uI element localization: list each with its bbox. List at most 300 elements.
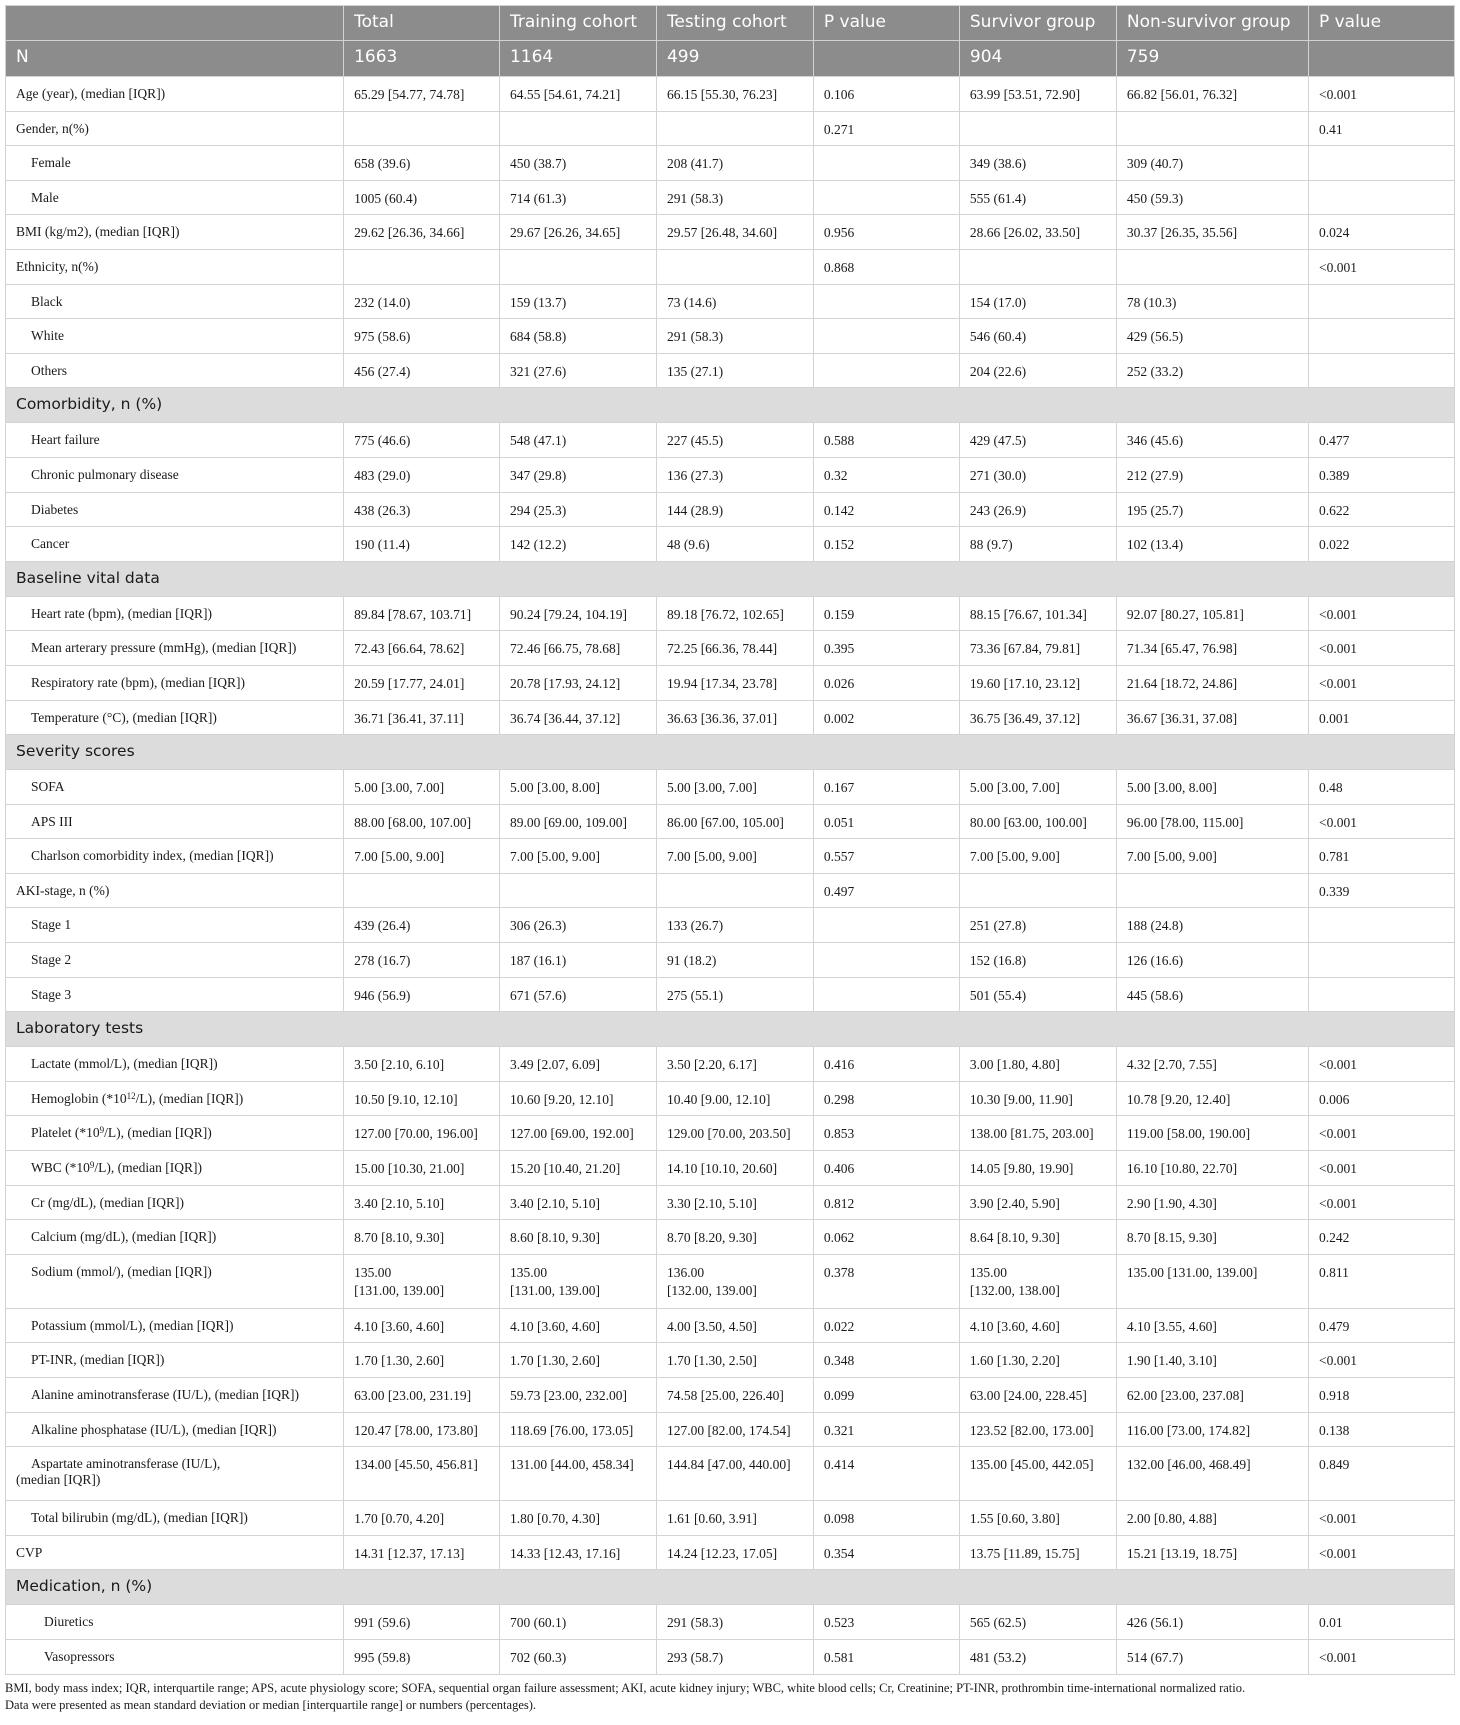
table-cell: 74.58 [25.00, 226.40]: [656, 1378, 813, 1413]
table-row: [6, 1081, 1455, 1116]
row-label: [6, 908, 344, 943]
row-label-text: Platelet (*10: [31, 1125, 100, 1141]
row-label: [6, 1116, 344, 1151]
section-header: Laboratory tests: [6, 1012, 1455, 1047]
table-cell: 7.00 [5.00, 9.00]: [344, 839, 500, 874]
table-cell: 0.853: [813, 1116, 959, 1151]
table-cell: 14.33 [12.43, 17.16]: [499, 1535, 656, 1570]
row-label: [6, 873, 344, 908]
table-cell: 714 (61.3): [499, 180, 656, 215]
table-cell: 0.389: [1308, 457, 1454, 492]
table-cell: 946 (56.9): [344, 977, 500, 1012]
table-cell: 89.00 [69.00, 109.00]: [499, 804, 656, 839]
column-header: Testing cohort: [656, 6, 813, 41]
row-label-text: PT-INR, (median [IQR]): [31, 1352, 165, 1368]
table-cell: 36.74 [36.44, 37.12]: [499, 700, 656, 735]
table-cell: 36.71 [36.41, 37.11]: [344, 700, 500, 735]
row-label: [6, 1047, 344, 1082]
table-cell: 20.78 [17.93, 24.12]: [499, 665, 656, 700]
table-cell: 72.43 [66.64, 78.62]: [344, 631, 500, 666]
row-label: [6, 527, 344, 562]
section-header: Severity scores: [6, 735, 1455, 770]
table-cell: 0.099: [813, 1378, 959, 1413]
table-cell: 3.30 [2.10, 5.10]: [656, 1185, 813, 1220]
n-row: [6, 41, 1455, 77]
table-cell: [656, 249, 813, 284]
table-cell: 975 (58.6): [344, 319, 500, 354]
table-cell: 426 (56.1): [1116, 1605, 1308, 1640]
row-label: [6, 77, 344, 112]
table-row: [6, 1639, 1455, 1674]
table-cell: <0.001: [1308, 1047, 1454, 1082]
table-cell: [1308, 319, 1454, 354]
table-cell: 131.00 [44.00, 458.34]: [499, 1447, 656, 1501]
table-cell: 208 (41.7): [656, 146, 813, 181]
table-cell: 138.00 [81.75, 203.00]: [959, 1116, 1116, 1151]
n-row-label: N: [6, 41, 344, 77]
row-label: [6, 1378, 344, 1413]
table-row: [6, 908, 1455, 943]
table-cell: 195 (25.7): [1116, 492, 1308, 527]
row-label-text: Chronic pulmonary disease: [31, 466, 179, 482]
table-row: [6, 1447, 1455, 1501]
table-cell: [1116, 249, 1308, 284]
row-label: [6, 1605, 344, 1640]
row-label-tail: /L), (median [IQR]): [104, 1125, 212, 1141]
table-cell: 118.69 [76.00, 173.05]: [499, 1412, 656, 1447]
table-cell: 546 (60.4): [959, 319, 1116, 354]
table-cell: 13.75 [11.89, 15.75]: [959, 1535, 1116, 1570]
table-cell: 0.378: [813, 1254, 959, 1308]
table-cell: <0.001: [1308, 249, 1454, 284]
table-cell: 65.29 [54.77, 74.78]: [344, 77, 500, 112]
table-cell: 89.84 [78.67, 103.71]: [344, 596, 500, 631]
table-cell: 291 (58.3): [656, 180, 813, 215]
table-cell: [813, 353, 959, 388]
table-cell: 3.40 [2.10, 5.10]: [499, 1185, 656, 1220]
table-cell: 15.20 [10.40, 21.20]: [499, 1151, 656, 1186]
table-cell: 10.78 [9.20, 12.40]: [1116, 1081, 1308, 1116]
table-cell: 152 (16.8): [959, 943, 1116, 978]
row-label: [6, 1185, 344, 1220]
table-cell: 548 (47.1): [499, 423, 656, 458]
table-cell: 0.477: [1308, 423, 1454, 458]
table-cell: 20.59 [17.77, 24.01]: [344, 665, 500, 700]
row-label: [6, 943, 344, 978]
table-row: [6, 1185, 1455, 1220]
table-cell: 86.00 [67.00, 105.00]: [656, 804, 813, 839]
table-cell: 0.002: [813, 700, 959, 735]
table-cell: 73.36 [67.84, 79.81]: [959, 631, 1116, 666]
table-cell: 133 (26.7): [656, 908, 813, 943]
table-cell: 66.82 [56.01, 76.32]: [1116, 77, 1308, 112]
table-cell: 456 (27.4): [344, 353, 500, 388]
table-cell: 102 (13.4): [1116, 527, 1308, 562]
row-label: [6, 839, 344, 874]
row-label: [6, 111, 344, 146]
table-cell: 19.94 [17.34, 23.78]: [656, 665, 813, 700]
table-cell: 0.588: [813, 423, 959, 458]
row-label-text: WBC (*10: [31, 1160, 90, 1176]
table-cell: <0.001: [1308, 1343, 1454, 1378]
row-label-text: Male: [31, 189, 59, 205]
table-cell: 0.159: [813, 596, 959, 631]
table-cell: 10.40 [9.00, 12.10]: [656, 1081, 813, 1116]
table-cell: 63.00 [23.00, 231.19]: [344, 1378, 500, 1413]
row-label: [6, 631, 344, 666]
table-cell: [1308, 180, 1454, 215]
table-cell: [813, 146, 959, 181]
row-label-text: Potassium (mmol/L), (median [IQR]): [31, 1317, 234, 1333]
table-cell: 271 (30.0): [959, 457, 1116, 492]
table-cell: 0.849: [1308, 1447, 1454, 1501]
table-row: [6, 770, 1455, 805]
table-row: [6, 804, 1455, 839]
table-cell: 135 (27.1): [656, 353, 813, 388]
table-cell: 278 (16.7): [344, 943, 500, 978]
table-cell: <0.001: [1308, 1535, 1454, 1570]
table-cell: 212 (27.9): [1116, 457, 1308, 492]
table-cell: 204 (22.6): [959, 353, 1116, 388]
row-label: [6, 665, 344, 700]
table-cell: 0.41: [1308, 111, 1454, 146]
table-cell: 19.60 [17.10, 23.12]: [959, 665, 1116, 700]
n-row-value: 1164: [499, 41, 656, 77]
table-cell: [813, 319, 959, 354]
section-header-row: [6, 1570, 1455, 1605]
table-cell: 1.90 [1.40, 3.10]: [1116, 1343, 1308, 1378]
table-row: [6, 457, 1455, 492]
table-row: [6, 977, 1455, 1012]
table-cell: 0.098: [813, 1501, 959, 1536]
row-label-text: Stage 2: [31, 952, 72, 968]
table-row: [6, 596, 1455, 631]
table-cell: 0.868: [813, 249, 959, 284]
table-cell: 5.00 [3.00, 7.00]: [344, 770, 500, 805]
row-label-text: Gender, n(%): [16, 120, 89, 136]
table-cell: 555 (61.4): [959, 180, 1116, 215]
table-row: [6, 1151, 1455, 1186]
table-cell: 132.00 [46.00, 468.49]: [1116, 1447, 1308, 1501]
table-cell: 321 (27.6): [499, 353, 656, 388]
table-cell: 995 (59.8): [344, 1639, 500, 1674]
table-cell: 1.70 [1.30, 2.60]: [499, 1343, 656, 1378]
table-cell: 0.298: [813, 1081, 959, 1116]
column-header: P value: [1308, 6, 1454, 41]
row-label: [6, 284, 344, 319]
table-cell: 0.022: [813, 1308, 959, 1343]
table-cell: <0.001: [1308, 631, 1454, 666]
row-label-text: White: [31, 328, 64, 344]
table-cell: 702 (60.3): [499, 1639, 656, 1674]
row-label: [6, 596, 344, 631]
row-label: [6, 353, 344, 388]
table-cell: 127.00 [70.00, 196.00]: [344, 1116, 500, 1151]
table-cell: 14.24 [12.23, 17.05]: [656, 1535, 813, 1570]
row-label: [6, 492, 344, 527]
row-label: [6, 977, 344, 1012]
n-row-value: 759: [1116, 41, 1308, 77]
table-cell: 700 (60.1): [499, 1605, 656, 1640]
table-cell: [344, 111, 500, 146]
table-cell: [959, 111, 1116, 146]
row-label-text: Vasopressors: [44, 1648, 115, 1664]
table-cell: [499, 249, 656, 284]
table-cell: [1116, 111, 1308, 146]
table-cell: 142 (12.2): [499, 527, 656, 562]
table-cell: 72.46 [66.75, 78.68]: [499, 631, 656, 666]
row-label: [6, 249, 344, 284]
row-label-text: Total bilirubin (mg/dL), (median [IQR]): [31, 1510, 248, 1526]
table-row: [6, 1343, 1455, 1378]
table-row: [6, 1308, 1455, 1343]
n-row-value: [1308, 41, 1454, 77]
table-cell: 90.24 [79.24, 104.19]: [499, 596, 656, 631]
table-cell: 0.497: [813, 873, 959, 908]
table-cell: 159 (13.7): [499, 284, 656, 319]
table-cell: <0.001: [1308, 596, 1454, 631]
table-cell: 116.00 [73.00, 174.82]: [1116, 1412, 1308, 1447]
row-label-text: Cancer: [31, 536, 70, 552]
row-label-text: Sodium (mmol/), (median [IQR]): [31, 1263, 212, 1279]
table-cell: 4.10 [3.60, 4.60]: [499, 1308, 656, 1343]
table-cell: 5.00 [3.00, 8.00]: [1116, 770, 1308, 805]
column-header: Non-survivor group: [1116, 6, 1308, 41]
table-cell: 4.10 [3.60, 4.60]: [344, 1308, 500, 1343]
n-row-value: 904: [959, 41, 1116, 77]
row-label-text: Calcium (mg/dL), (median [IQR]): [31, 1229, 217, 1245]
table-cell: 565 (62.5): [959, 1605, 1116, 1640]
row-label-text: Alkaline phosphatase (IU/L), (median [IQR]): [31, 1421, 277, 1437]
table-cell: 1.61 [0.60, 3.91]: [656, 1501, 813, 1536]
table-row: [6, 527, 1455, 562]
table-cell: 0.062: [813, 1220, 959, 1255]
row-label-text: AKI-stage, n (%): [16, 882, 110, 898]
section-header-row: [6, 735, 1455, 770]
row-label: [6, 1220, 344, 1255]
n-row-value: [813, 41, 959, 77]
table-cell: 127.00 [82.00, 174.54]: [656, 1412, 813, 1447]
table-cell: 0.622: [1308, 492, 1454, 527]
table-cell: 8.64 [8.10, 9.30]: [959, 1220, 1116, 1255]
table-cell: 96.00 [78.00, 115.00]: [1116, 804, 1308, 839]
table-cell: 4.10 [3.55, 4.60]: [1116, 1308, 1308, 1343]
table-cell: 10.60 [9.20, 12.10]: [499, 1081, 656, 1116]
table-row: [6, 353, 1455, 388]
column-header: Total: [344, 6, 500, 41]
table-cell: <0.001: [1308, 804, 1454, 839]
table-cell: 0.271: [813, 111, 959, 146]
row-label-text: CVP: [16, 1544, 43, 1560]
table-cell: 0.581: [813, 1639, 959, 1674]
row-label: [6, 700, 344, 735]
table-cell: 347 (29.8): [499, 457, 656, 492]
table-cell: 2.00 [0.80, 4.88]: [1116, 1501, 1308, 1536]
n-row-value: 499: [656, 41, 813, 77]
table-cell: 92.07 [80.27, 105.81]: [1116, 596, 1308, 631]
row-label: [6, 1343, 344, 1378]
table-cell: [344, 249, 500, 284]
table-cell: 5.00 [3.00, 7.00]: [656, 770, 813, 805]
table-cell: 71.34 [65.47, 76.98]: [1116, 631, 1308, 666]
table-cell: 3.50 [2.20, 6.17]: [656, 1047, 813, 1082]
row-label-text: Ethnicity, n(%): [16, 258, 99, 274]
table-cell: 28.66 [26.02, 33.50]: [959, 215, 1116, 250]
table-cell: 10.50 [9.10, 12.10]: [344, 1081, 500, 1116]
section-header: Comorbidity, n (%): [6, 388, 1455, 423]
table-cell: 8.60 [8.10, 9.30]: [499, 1220, 656, 1255]
section-header: Baseline vital data: [6, 561, 1455, 596]
row-label-line2: (median [IQR]): [16, 1472, 101, 1488]
table-cell: 62.00 [23.00, 237.08]: [1116, 1378, 1308, 1413]
table-cell: 0.022: [1308, 527, 1454, 562]
table-cell: 29.57 [26.48, 34.60]: [656, 215, 813, 250]
table-cell: 59.73 [23.00, 232.00]: [499, 1378, 656, 1413]
table-cell: 144.84 [47.00, 440.00]: [656, 1447, 813, 1501]
table-cell: 0.339: [1308, 873, 1454, 908]
table-cell: 21.64 [18.72, 24.86]: [1116, 665, 1308, 700]
row-label: [6, 1151, 344, 1186]
table-cell: 134.00 [45.50, 456.81]: [344, 1447, 500, 1501]
table-cell: 14.05 [9.80, 19.90]: [959, 1151, 1116, 1186]
table-cell: 119.00 [58.00, 190.00]: [1116, 1116, 1308, 1151]
table-cell: 88.15 [76.67, 101.34]: [959, 596, 1116, 631]
table-cell: <0.001: [1308, 77, 1454, 112]
table-row: [6, 215, 1455, 250]
table-cell: 0.321: [813, 1412, 959, 1447]
table-row: [6, 1535, 1455, 1570]
row-label-text: Female: [31, 155, 71, 171]
table-cell: 8.70 [8.20, 9.30]: [656, 1220, 813, 1255]
table-row: [6, 873, 1455, 908]
table-cell: 2.90 [1.90, 4.30]: [1116, 1185, 1308, 1220]
table-cell: 10.30 [9.00, 11.90]: [959, 1081, 1116, 1116]
table-cell: 72.25 [66.36, 78.44]: [656, 631, 813, 666]
row-label-text: Heart failure: [31, 432, 100, 448]
table-cell: 15.21 [13.19, 18.75]: [1116, 1535, 1308, 1570]
table-cell: 135.00 [131.00, 139.00]: [1116, 1254, 1308, 1308]
table-cell: 349 (38.6): [959, 146, 1116, 181]
table-row: [6, 700, 1455, 735]
table-cell: [656, 111, 813, 146]
table-cell: 438 (26.3): [344, 492, 500, 527]
table-cell: 7.00 [5.00, 9.00]: [1116, 839, 1308, 874]
table-row: [6, 77, 1455, 112]
table-cell: 0.781: [1308, 839, 1454, 874]
row-label: [6, 1308, 344, 1343]
table-cell: 135.00 [131.00, 139.00]: [344, 1254, 500, 1308]
table-cell: 190 (11.4): [344, 527, 500, 562]
table-cell: 445 (58.6): [1116, 977, 1308, 1012]
table-cell: [1308, 977, 1454, 1012]
row-label-text: Black: [31, 293, 63, 309]
table-cell: 126 (16.6): [1116, 943, 1308, 978]
row-label-text: Hemoglobin (*10: [31, 1090, 127, 1106]
table-cell: 294 (25.3): [499, 492, 656, 527]
row-label: [6, 1535, 344, 1570]
table-cell: 0.956: [813, 215, 959, 250]
table-cell: 991 (59.6): [344, 1605, 500, 1640]
table-cell: 0.242: [1308, 1220, 1454, 1255]
table-row: [6, 1254, 1455, 1308]
table-cell: 8.70 [8.10, 9.30]: [344, 1220, 500, 1255]
table-cell: [1116, 873, 1308, 908]
table-cell: [1308, 353, 1454, 388]
table-row: [6, 631, 1455, 666]
row-label-text: Lactate (mmol/L), (median [IQR]): [31, 1056, 218, 1072]
row-label: [6, 1254, 344, 1308]
table-cell: 73 (14.6): [656, 284, 813, 319]
table-cell: 88 (9.7): [959, 527, 1116, 562]
table-cell: 658 (39.6): [344, 146, 500, 181]
row-label-text: Alanine aminotransferase (IU/L), (median [IQR]): [31, 1387, 300, 1402]
table-cell: 291 (58.3): [656, 319, 813, 354]
row-label-text: Diuretics: [44, 1614, 94, 1630]
table-row: [6, 249, 1455, 284]
table-cell: 0.001: [1308, 700, 1454, 735]
table-cell: 0.48: [1308, 770, 1454, 805]
table-cell: 135.00 [45.00, 442.05]: [959, 1447, 1116, 1501]
table-cell: 0.138: [1308, 1412, 1454, 1447]
baseline-characteristics-table-wrapper: [5, 5, 1455, 1675]
baseline-characteristics-table: [5, 5, 1455, 1675]
table-cell: 3.50 [2.10, 6.10]: [344, 1047, 500, 1082]
row-label-text: Stage 3: [31, 986, 72, 1002]
table-cell: 4.10 [3.60, 4.60]: [959, 1308, 1116, 1343]
table-row: [6, 1047, 1455, 1082]
table-row: [6, 146, 1455, 181]
table-cell: 0.32: [813, 457, 959, 492]
table-cell: [813, 180, 959, 215]
table-cell: 0.051: [813, 804, 959, 839]
table-cell: 1.70 [0.70, 4.20]: [344, 1501, 500, 1536]
table-cell: [656, 873, 813, 908]
table-cell: 0.106: [813, 77, 959, 112]
table-cell: <0.001: [1308, 1151, 1454, 1186]
row-label: [6, 1412, 344, 1447]
table-cell: [1308, 284, 1454, 319]
table-cell: [959, 249, 1116, 284]
table-cell: <0.001: [1308, 1639, 1454, 1674]
table-cell: 136.00 [132.00, 139.00]: [656, 1254, 813, 1308]
section-header: Medication, n (%): [6, 1570, 1455, 1605]
table-cell: 127.00 [69.00, 192.00]: [499, 1116, 656, 1151]
table-cell: 439 (26.4): [344, 908, 500, 943]
row-label-text: Respiratory rate (bpm), (median [IQR]): [31, 674, 246, 690]
table-cell: 29.62 [26.36, 34.66]: [344, 215, 500, 250]
table-cell: 1.80 [0.70, 4.30]: [499, 1501, 656, 1536]
table-cell: 123.52 [82.00, 173.00]: [959, 1412, 1116, 1447]
row-label: [6, 1501, 344, 1536]
table-cell: 66.15 [55.30, 76.23]: [656, 77, 813, 112]
table-cell: 0.811: [1308, 1254, 1454, 1308]
table-cell: 0.024: [1308, 215, 1454, 250]
row-label-superscript: 9: [89, 1160, 95, 1171]
table-cell: [813, 977, 959, 1012]
table-cell: 0.142: [813, 492, 959, 527]
table-cell: [813, 284, 959, 319]
footnote-abbreviations: BMI, body mass index; IQR, interquartile range; APS, acute physiology score; SOFA, sequential organ failure assessment; AKI, acute kidney injury; WBC, white blood cells; Cr, Creatinine; PT-INR, prothrombin time-international normalized ratio.: [5, 1681, 1246, 1695]
table-cell: 346 (45.6): [1116, 423, 1308, 458]
table-cell: 63.00 [24.00, 228.45]: [959, 1378, 1116, 1413]
table-cell: 0.006: [1308, 1081, 1454, 1116]
row-label: [6, 423, 344, 458]
table-cell: 8.70 [8.15, 9.30]: [1116, 1220, 1308, 1255]
table-cell: 120.47 [78.00, 173.80]: [344, 1412, 500, 1447]
table-cell: 144 (28.9): [656, 492, 813, 527]
table-cell: 129.00 [70.00, 203.50]: [656, 1116, 813, 1151]
table-cell: 293 (58.7): [656, 1639, 813, 1674]
